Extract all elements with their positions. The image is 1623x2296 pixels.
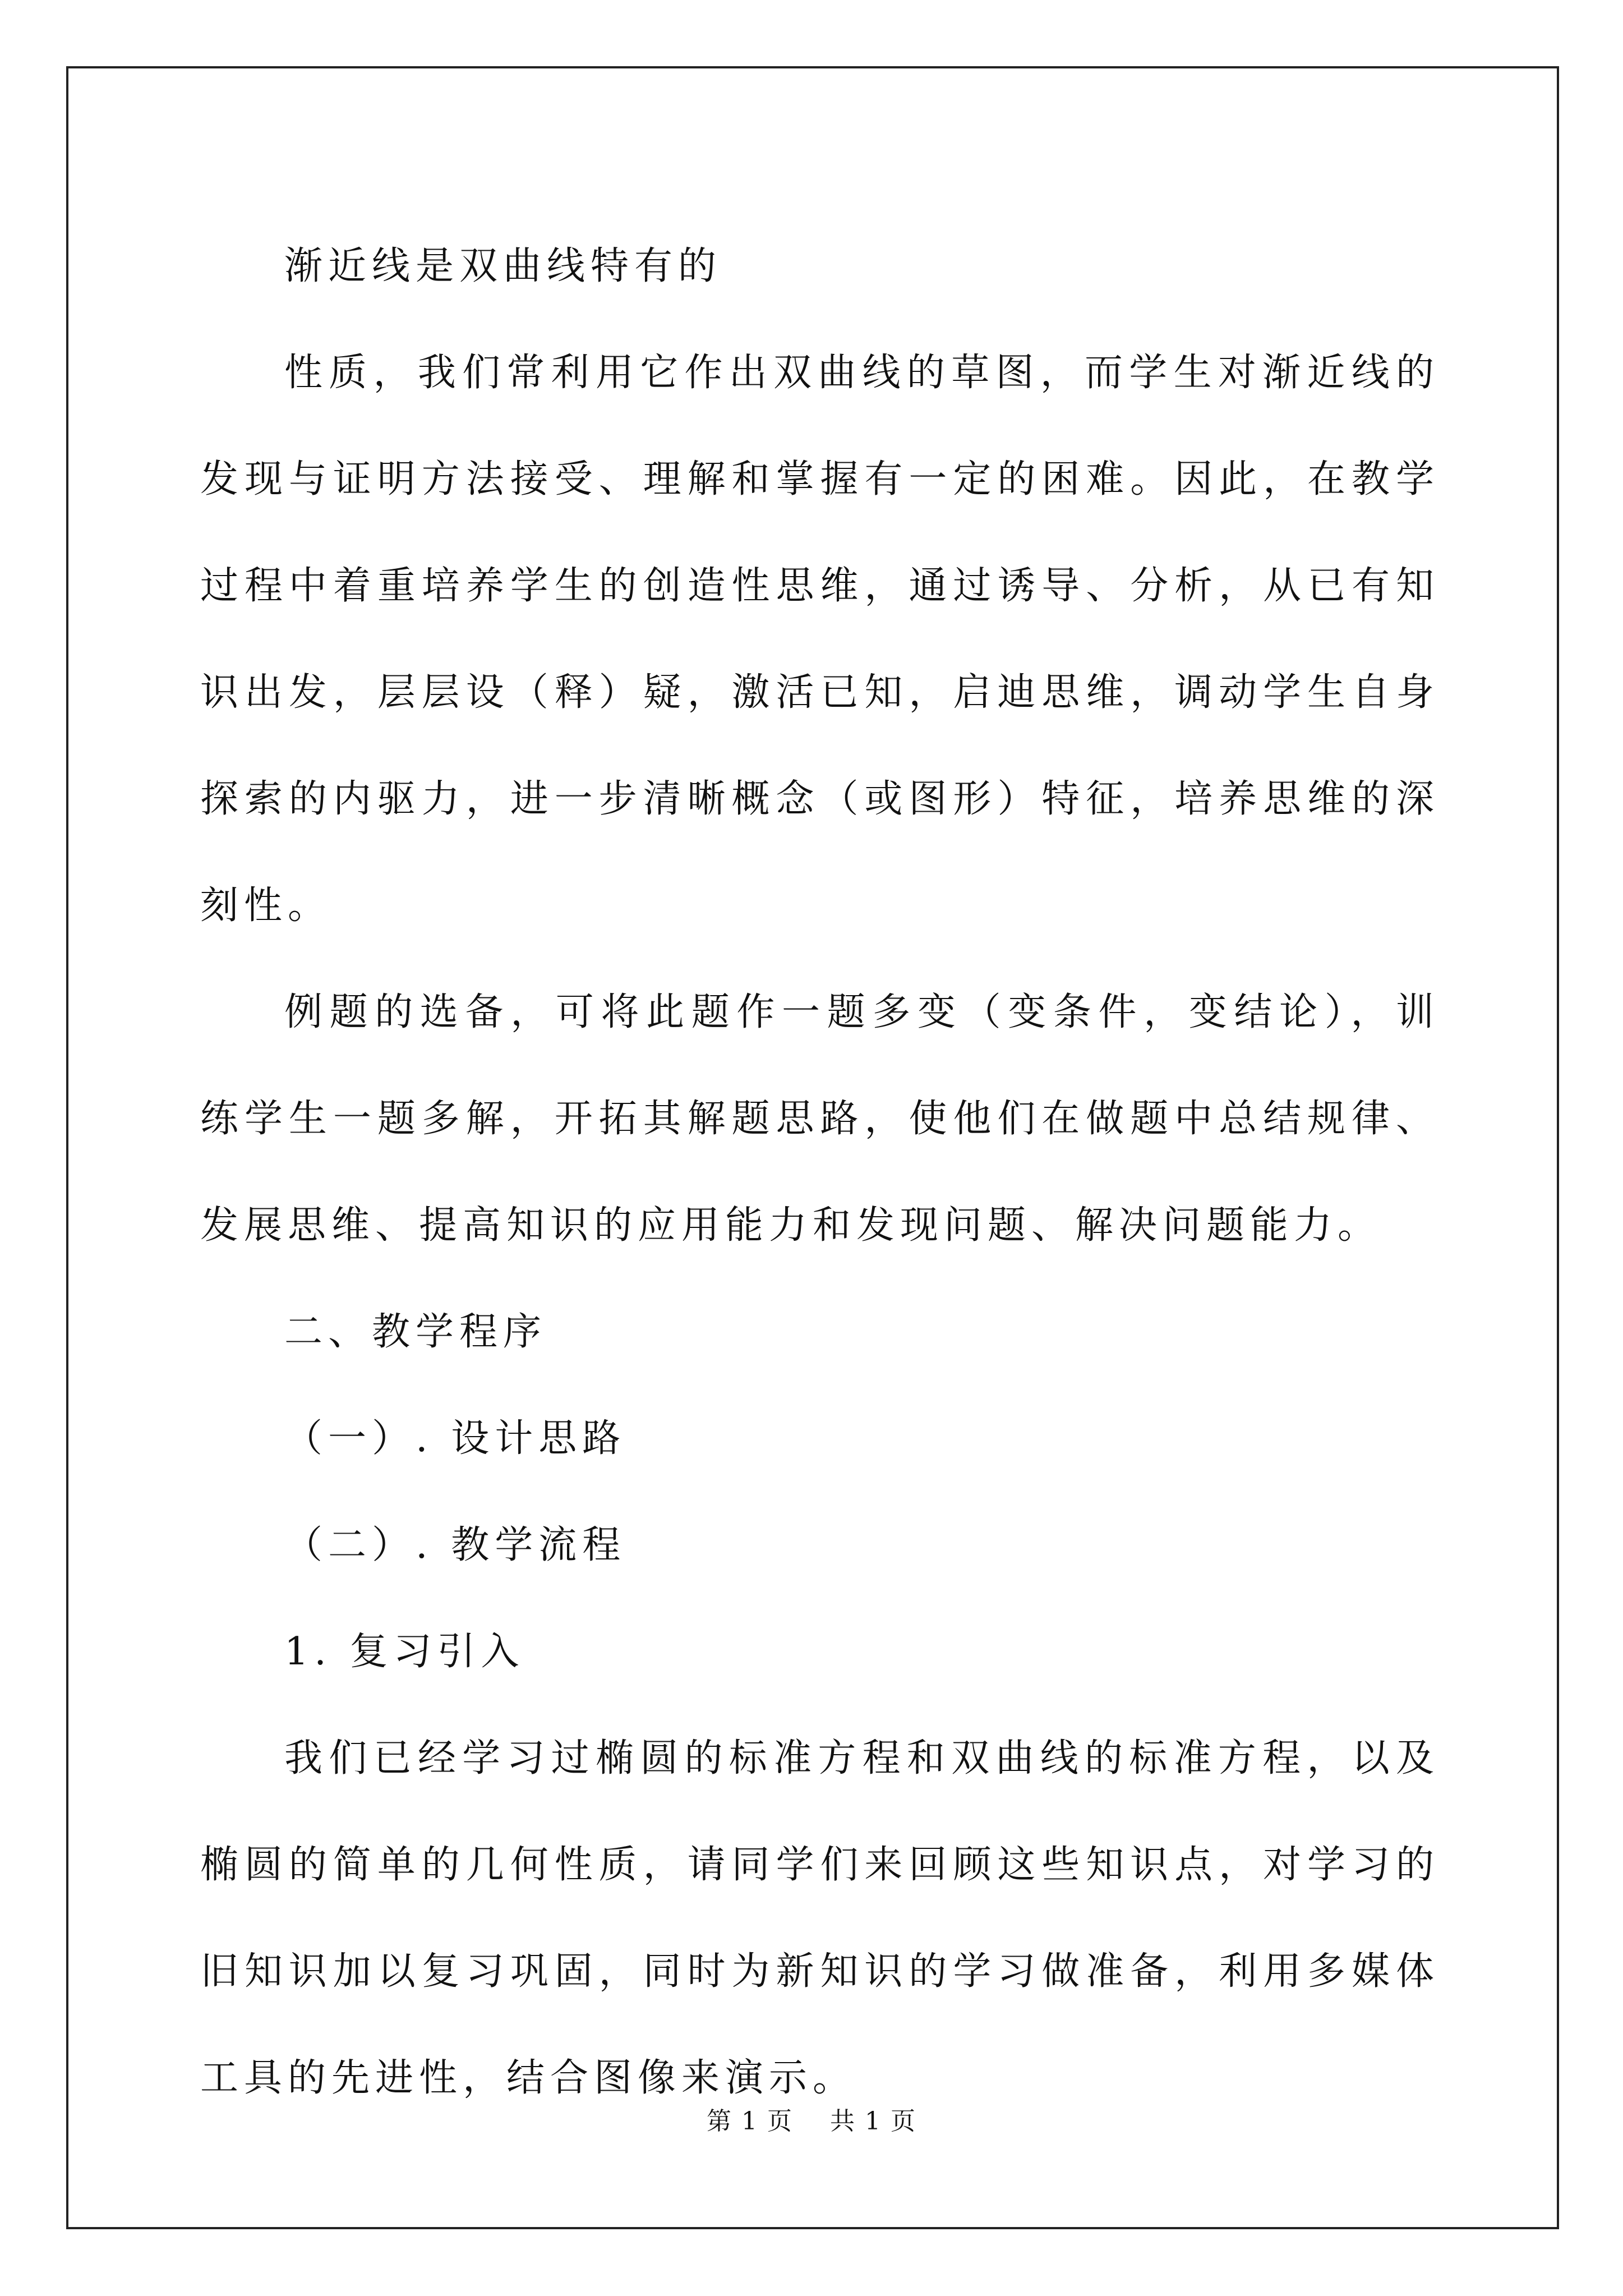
paragraph-asymptote-intro: 渐近线是双曲线特有的 — [284, 244, 722, 288]
document-body — [200, 213, 1440, 2132]
paragraph-example-selection: 例题的选备，可将此题作一题多变（变条件，变结论），训练学生一题多解，开拓其解题思路，使他们在做题中总结规律、发展思维、提高知识的应用能力和发现问题、解决问题能力。 — [200, 990, 1440, 1248]
subheading-review-intro: 1. 复习引入 — [284, 1630, 525, 1674]
paragraph-teaching-focus: 性质，我们常利用它作出双曲线的草图，而学生对渐近线的发现与证明方法接受、理解和掌握有一定的困难。因此，在教学过程中着重培养学生的创造性思维，通过诱导、分析，从已有知识出发，层层设（释）疑，激活已知，启迪思维，调动学生自身探索的内驱力，进一步清晰概念（或图形）特征，培养思维的深刻性。 — [200, 351, 1440, 928]
paragraph-review-content: 我们已经学习过椭圆的标准方程和双曲线的标准方程，以及椭圆的简单的几何性质，请同学们来回顾这些知识点，对学习的旧知识加以复习巩固，同时为新知识的学习做准备，利用多媒体工具的先进性，结合图像来演示。 — [200, 1736, 1440, 2100]
subheading-design-idea: （一）. 设计思路 — [284, 1416, 626, 1461]
page-total: 共 1 页 — [830, 2107, 916, 2136]
section-heading-teaching-procedure: 二、教学程序 — [284, 1310, 547, 1354]
page-number: 第 1 页 — [707, 2107, 793, 2136]
subheading-teaching-flow: （二）. 教学流程 — [284, 1523, 626, 1567]
page-footer — [0, 2101, 1623, 2137]
